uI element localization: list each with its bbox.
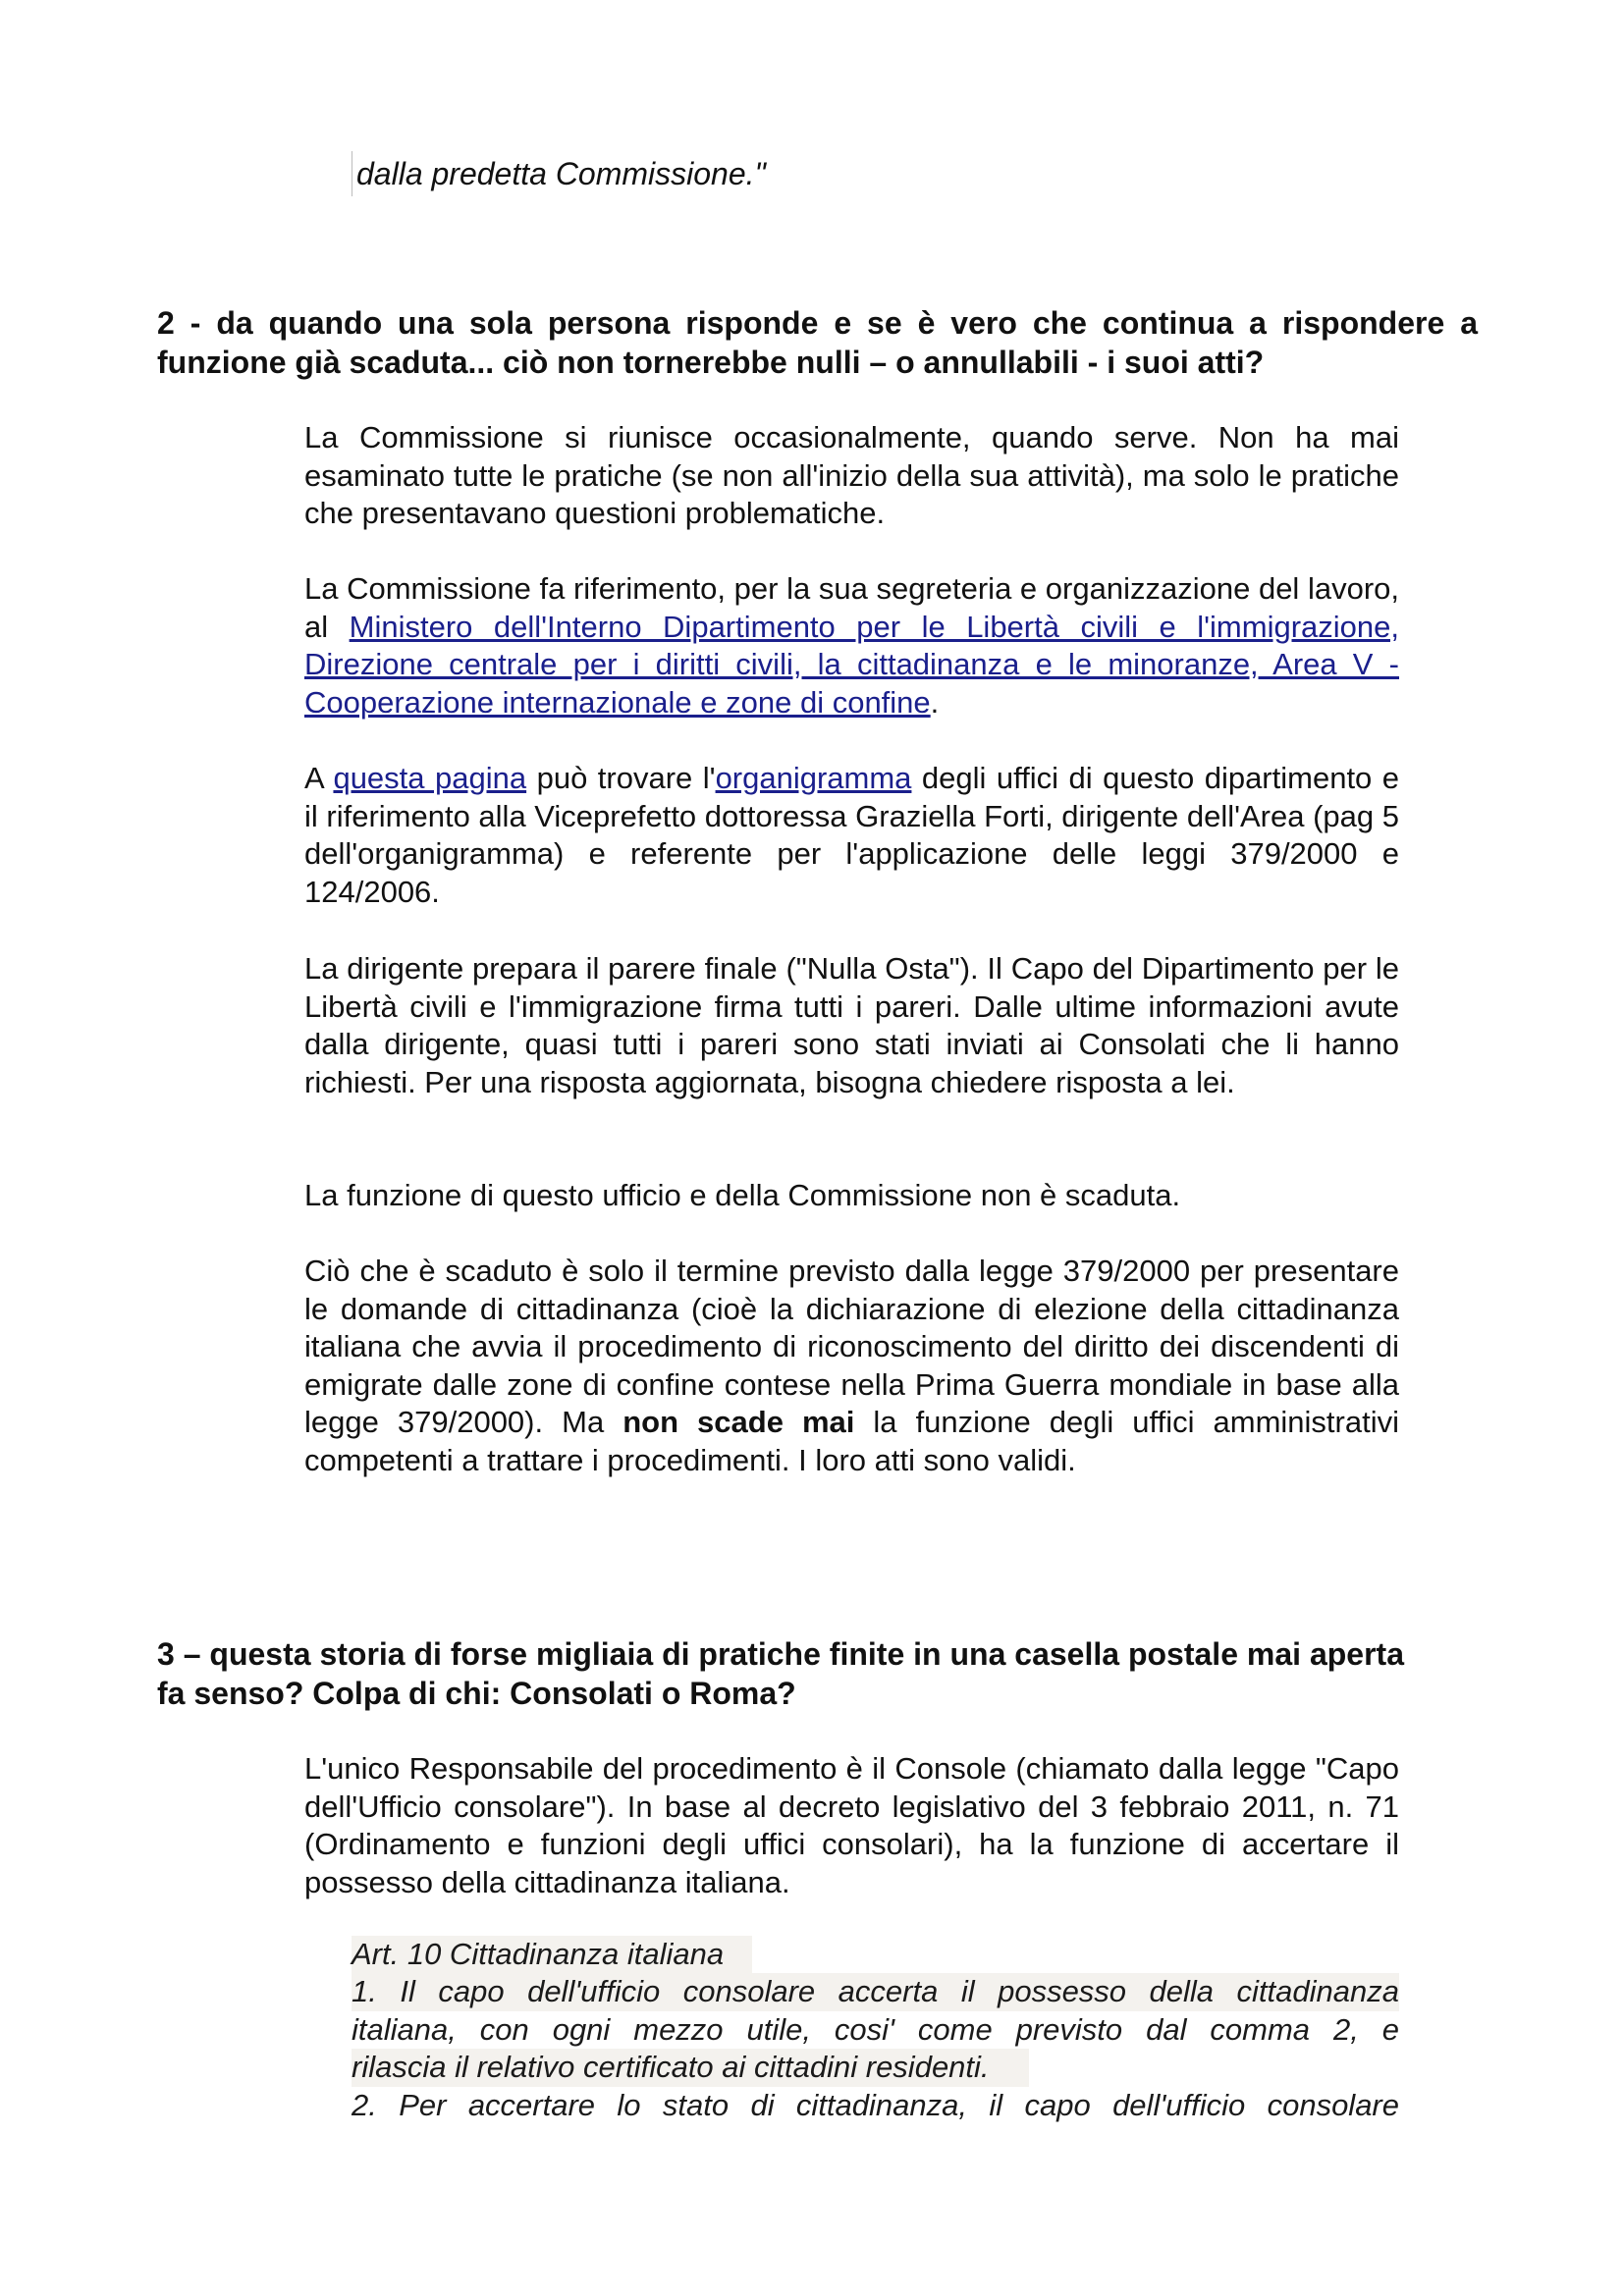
article-line-3: rilascia il relativo certificato ai cittadini residenti. [352,2049,1029,2086]
answer-paragraph-1: La Commissione si riunisce occasionalmente, quando serve. Non ha mai esaminato tutte le pratiche (se non all'inizio della sua attività), ma solo le pratiche che presentavano questioni problematiche. [304,420,1399,530]
answer-paragraph-6 [304,1253,1399,1479]
paragraph-3-text-b: può trovare l' [526,761,716,795]
questa-pagina-link[interactable]: questa pagina [333,761,527,795]
question-2-heading: 2 - da quando una sola persona risponde e se è vero che continua a rispondere a funzione già scaduta... ciò non tornerebbe nulli – o annullabili - i suoi atti? [157,305,1478,380]
article-10-quote [352,1936,1399,2124]
answer-paragraph-7: L'unico Responsabile del procedimento è il Console (chiamato dalla legge "Capo dell'Ufficio consolare"). In base al decreto legislativo del 3 febbraio 2011, n. 71 (Ordinamento e funzioni degli uffici consolari), ha la funzione di accertare il possesso della cittadinanza italiana. [304,1751,1399,1899]
non-scade-mai-emphasis: non scade mai [622,1405,855,1439]
article-title: Art. 10 Cittadinanza italiana [352,1936,752,1973]
paragraph-3-text-c: degli uffici di questo dipartimento e il riferimento alla Viceprefetto dottoressa Graziella Forti, dirigente dell'Area (pag 5 dell'organigramma) e referente per l'applicazione delle leggi 379/2000 e 124/2006. [304,761,1400,909]
question-3-heading: 3 – questa storia di forse migliaia di pratiche finite in una casella postale mai aperta fa senso? Colpa di chi: Consolati o Roma? [157,1636,1404,1711]
answer-paragraph-3 [304,760,1399,911]
paragraph-2-text-after: . [930,684,940,720]
paragraph-6-text-a: Ciò che è scaduto è solo il termine previsto dalla legge 379/2000 per presentare le domande di cittadinanza (cioè la dichiarazione di elezione della cittadinanza italiana che avvia il procedimento di riconoscimento del diritto dei discendenti di emigrate dalle zone di confine contese nella Prima Guerra mondiale in base alla legge 379/2000). Ma [304,1254,1399,1439]
paragraph-2-text-before: La Commissione fa riferimento, per la sua segreteria e organizzazione del lavoro, al [304,571,1399,644]
organigramma-link[interactable]: organigramma [715,761,912,795]
answer-paragraph-4: La dirigente prepara il parere finale ("Nulla Osta"). Il Capo del Dipartimento per le Libertà civili e l'immigrazione firma tutti i pareri. Dalle ultime informazioni avute dalla dirigente, quasi tutti i pareri sono stati inviati ai Consolati che li hanno richiesti. Per una risposta aggiornata, bisogna chiedere risposta a lei. [304,951,1399,1099]
answer-paragraph-5: La funzione di questo ufficio e della Commissione non è scaduta. [304,1178,1181,1212]
article-line-2: italiana, con ogni mezzo utile, cosi' come previsto dal comma 2, e [352,2011,1399,2047]
ministero-link[interactable]: Ministero dell'Interno Dipartimento per le Libertà civili e l'immigrazione, Direzione centrale per i diritti civili, la cittadinanza e le minoranze, Area V - Cooperazione internazionale e zone di confine [304,609,1399,720]
article-line-4: 2. Per accertare lo stato di cittadinanza, il capo dell'ufficio consolare [352,2087,1399,2122]
paragraph-3-text-a: A [304,761,334,795]
paragraph-6-text-b: la funzione degli uffici amministrativi competenti a trattare i procedimenti. I loro atti sono validi. [304,1405,1399,1477]
quote-continuation: dalla predetta Commissione." [352,151,1044,196]
answer-paragraph-2 [304,570,1399,721]
article-line-1: 1. Il capo dell'ufficio consolare accerta il possesso della cittadinanza [352,1973,1399,2010]
